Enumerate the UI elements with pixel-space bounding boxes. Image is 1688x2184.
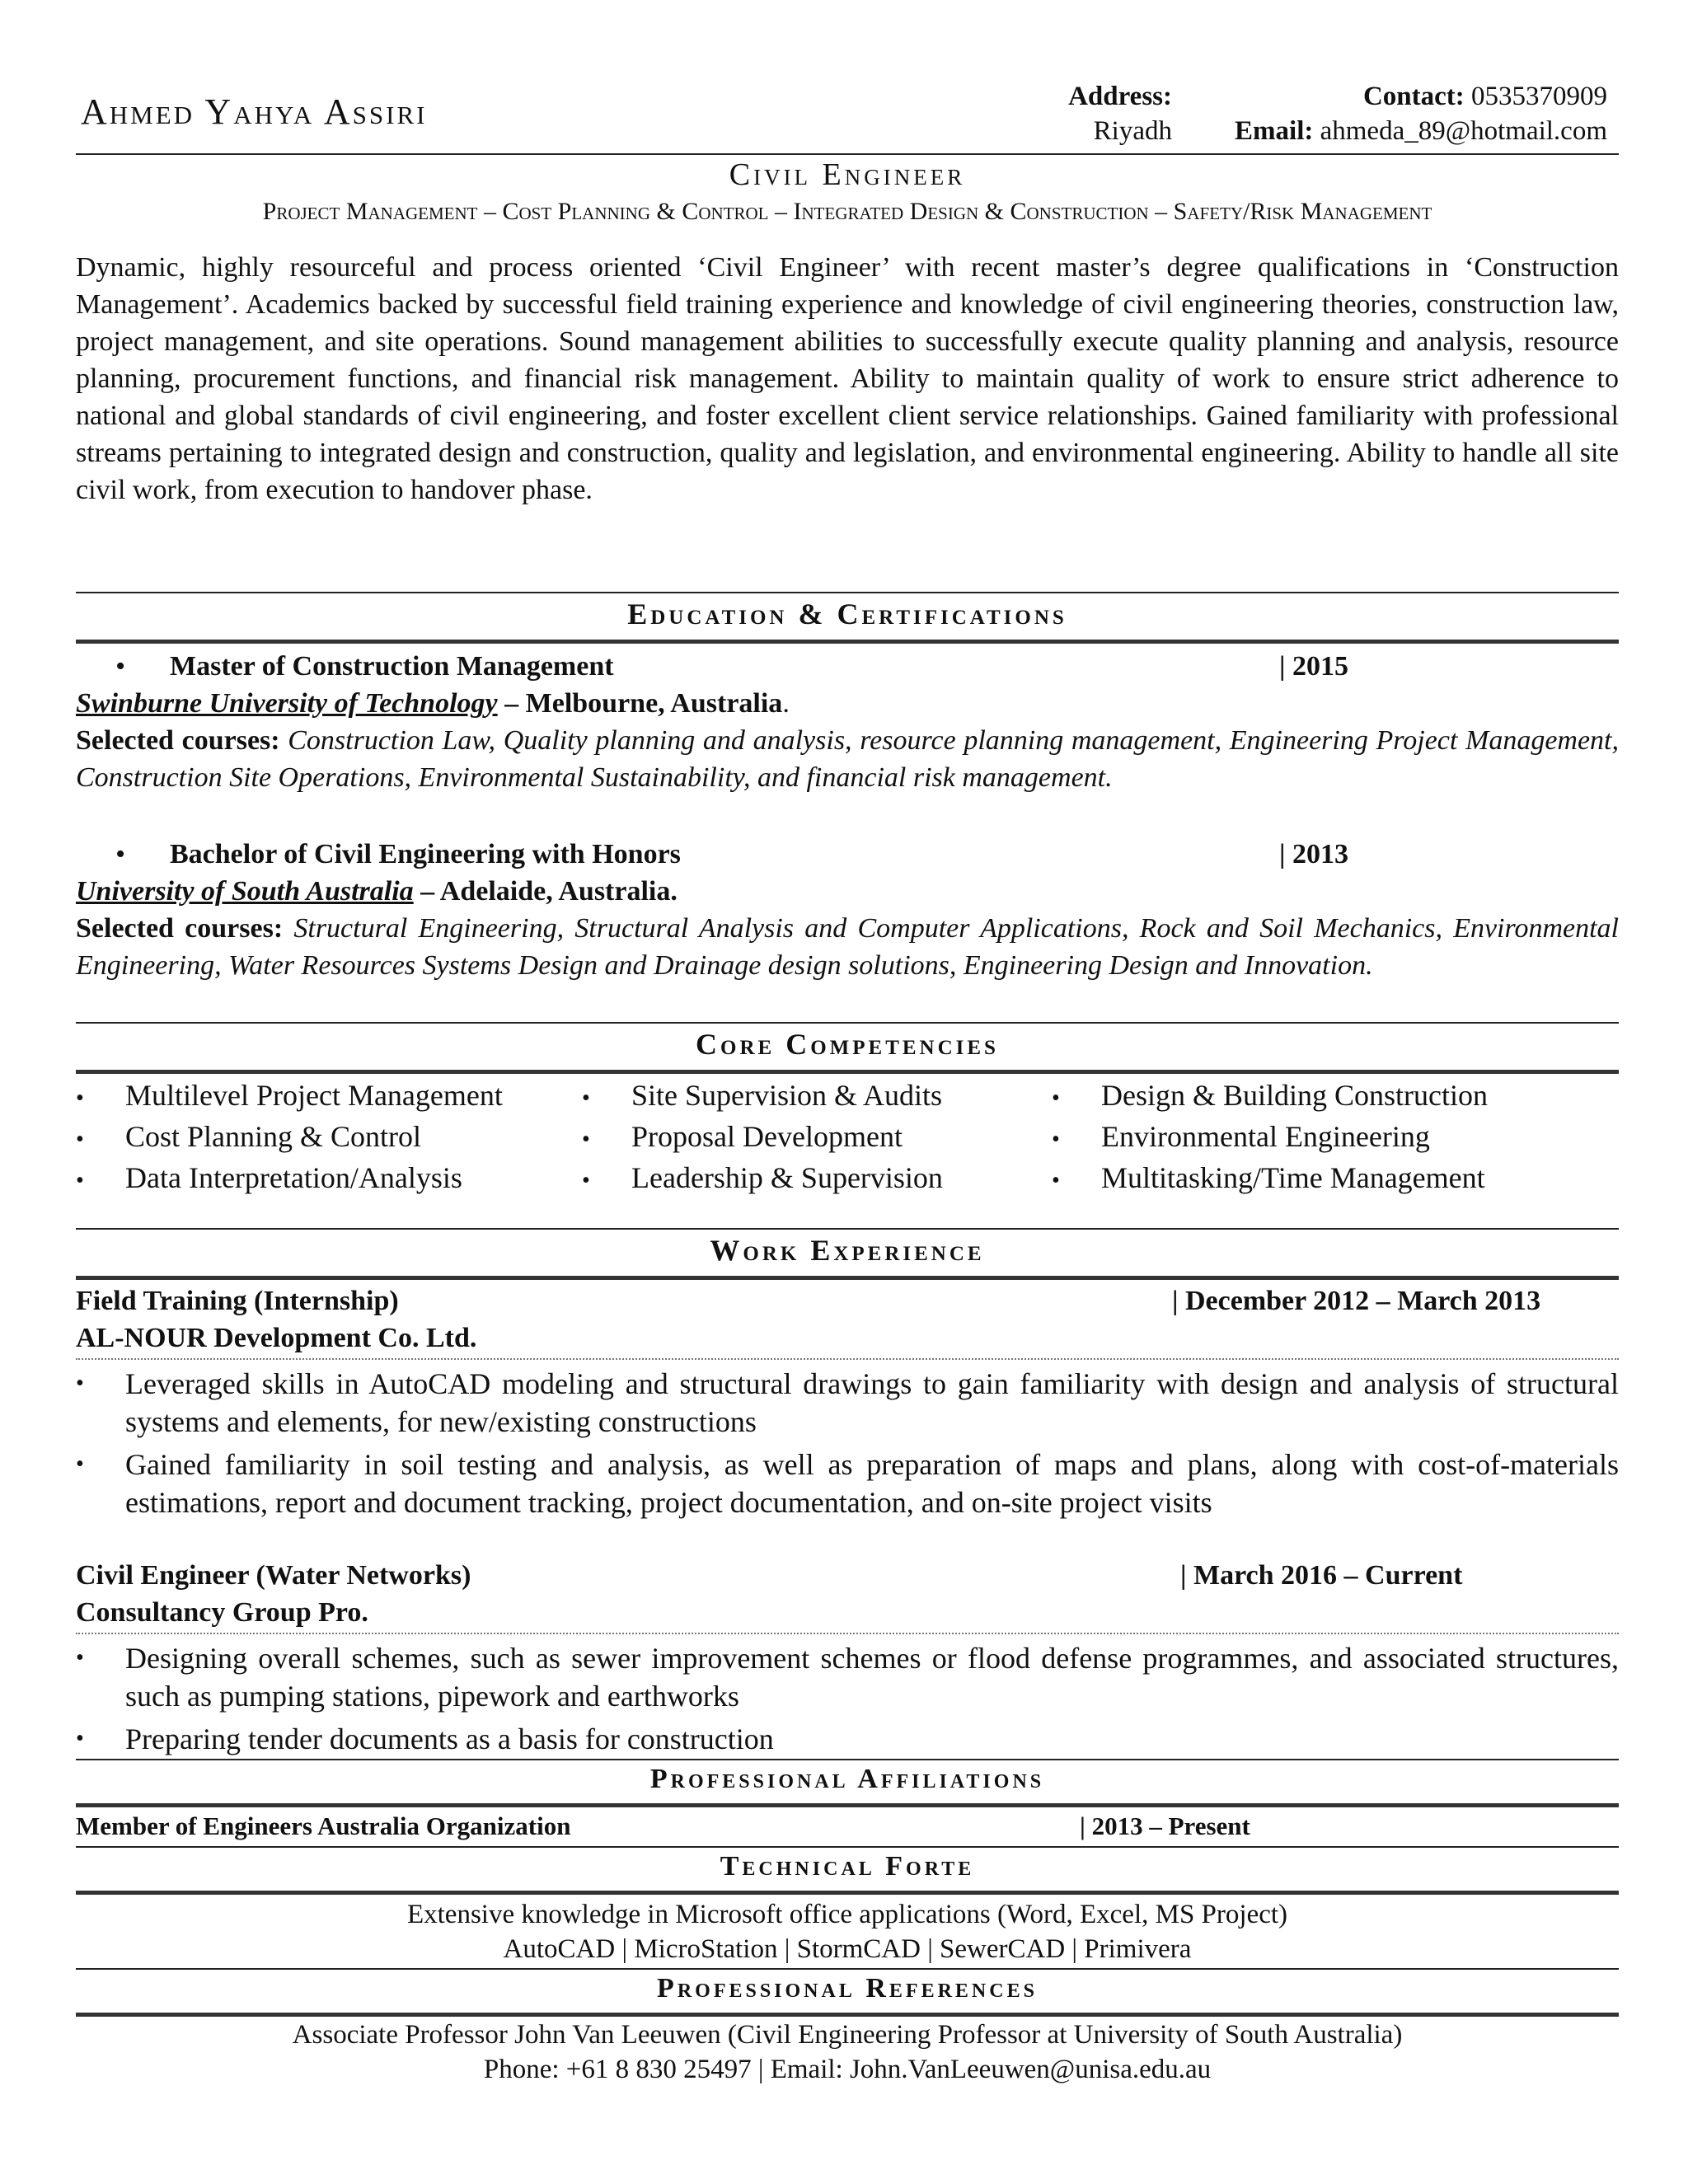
- contact-email: ahmeda_89@hotmail.com: [1320, 116, 1607, 146]
- bullet-text: Leveraged skills in AutoCAD modeling and structural drawings to gain familiarity with design and analysis of structural systems and elements, for new/existing constructions: [125, 1367, 1619, 1438]
- candidate-name: Ahmed Yahya Assiri: [81, 91, 428, 132]
- degree-year: | 2013: [1279, 839, 1348, 869]
- job-dates: | December 2012 – March 2013: [1172, 1286, 1541, 1316]
- university-name: Swinburne University of Technology: [76, 688, 498, 719]
- degree-title: Bachelor of Civil Engineering with Honors: [170, 839, 681, 869]
- competency-text: Design & Building Construction: [1101, 1079, 1489, 1112]
- competency-text: Multitasking/Time Management: [1101, 1161, 1485, 1194]
- technical-line-2: AutoCAD | MicroStation | StormCAD | SewerCAD | Primivera: [503, 1934, 1192, 1964]
- bullet: •: [76, 1645, 84, 1671]
- university-name: University of South Australia: [76, 876, 414, 907]
- resume-header: [76, 73, 1619, 155]
- bullet: •: [76, 1371, 84, 1396]
- job-title-text: Civil Engineer (Water Networks): [76, 1560, 471, 1591]
- job-title-row-1: [76, 1282, 1619, 1319]
- competency-text: Data Interpretation/Analysis: [125, 1161, 462, 1194]
- competency-item: [582, 1159, 943, 1200]
- address-value: Riyadh: [1093, 116, 1172, 146]
- bullet: •: [582, 1127, 590, 1152]
- affiliation-row: [76, 1810, 1619, 1843]
- competencies-heading-rule: [76, 1070, 1619, 1074]
- bullet: •: [1052, 1085, 1060, 1111]
- references-heading-rule: [76, 2013, 1619, 2017]
- competency-item: [76, 1076, 503, 1118]
- bullet: •: [115, 839, 125, 869]
- address-label: Address:: [1068, 82, 1172, 111]
- competencies-column-1: [76, 1076, 503, 1200]
- job-bullet: [76, 1365, 1619, 1441]
- job-dates: | March 2016 – Current: [1180, 1560, 1463, 1591]
- reference-line-2: Phone: +61 8 830 25497 | Email: John.VanLeeuwen@unisa.edu.au: [483, 2055, 1212, 2084]
- competency-text: Multilevel Project Management: [125, 1079, 503, 1112]
- job-divider: [76, 1358, 1619, 1360]
- profile-summary: Dynamic, highly resourceful and process oriented ‘Civil Engineer’ with recent master’s degree qualifications in ‘Construction Management’. Academics backed by successful field training experience and knowledge of civil engineering theories, construction law, project management, and site operations. Sound management abilities to successfully execute quality planning and analysis, resource planning, procurement functions, and financial risk management. Ability to maintain quality of work to ensure strict adherence to national and global standards of civil engineering, and foster excellent client service relationships. Gained familiarity with professional streams pertaining to integrated design and construction, quality and legislation, and environmental engineering. Ability to handle all site civil work, from execution to handover phase.: [76, 252, 1619, 505]
- education-degree-2: [76, 836, 1619, 873]
- competency-item: [76, 1118, 503, 1159]
- education-degree-1: [76, 648, 1619, 685]
- affiliation-dates: | 2013 – Present: [1080, 1811, 1250, 1840]
- job-bullet: [76, 1639, 1619, 1715]
- education-top-rule: [76, 592, 1619, 593]
- references-heading: Professional References: [657, 1973, 1038, 2004]
- experience-heading: Work Experience: [710, 1234, 985, 1267]
- education-courses-1: [76, 722, 1619, 796]
- job-subtitle: Project Management – Cost Planning & Control – Integrated Design & Construction – Safety/Risk Management: [262, 198, 1432, 225]
- technical-line-1: Extensive knowledge in Microsoft office applications (Word, Excel, MS Project): [406, 1900, 1288, 1929]
- competency-item: [76, 1159, 503, 1200]
- references-top-rule: [76, 1968, 1619, 1970]
- contact-block: [1030, 79, 1607, 148]
- bullet: •: [1052, 1127, 1060, 1152]
- experience-heading-rule: [76, 1276, 1619, 1280]
- bullet: •: [76, 1451, 84, 1477]
- job-bullet: [76, 1446, 1619, 1521]
- degree-year: | 2015: [1279, 651, 1348, 682]
- courses-list: Construction Law, Quality planning and analysis, resource planning management, Engineering Project Management, Construction Site Operations, Environmental Sustainability, and financial risk management.: [76, 725, 1620, 793]
- competency-text: Proposal Development: [631, 1120, 903, 1153]
- courses-list: Structural Engineering, Structural Analysis and Computer Applications, Rock and Soil Mechanics, Environmental Engineering, Water Resources Systems Design and Drainage design solutions, Engineering Design and Innovation.: [76, 913, 1620, 981]
- bullet: •: [582, 1168, 590, 1193]
- experience-top-rule: [76, 1228, 1619, 1230]
- reference-line-1: Associate Professor John Van Leeuwen (Civil Engineering Professor at University of South Australia): [292, 2020, 1403, 2050]
- university-location: – Melbourne, Australia: [497, 688, 783, 719]
- job-bullet: [76, 1720, 1619, 1758]
- bullet: •: [76, 1168, 84, 1193]
- technical-heading-rule: [76, 1891, 1619, 1895]
- bullet-text: Gained familiarity in soil testing and analysis, as well as preparation of maps and plans, along with cost-of-materials estimations, report and document tracking, project documentation, and on-site project visits: [125, 1448, 1619, 1519]
- job-divider: [76, 1633, 1619, 1634]
- competencies-column-3: [1052, 1076, 1488, 1200]
- bullet: •: [1052, 1168, 1060, 1193]
- job-bullets-2: [76, 1639, 1619, 1763]
- competency-text: Leadership & Supervision: [631, 1161, 943, 1194]
- job-bullets-1: [76, 1365, 1619, 1526]
- contact-label: Contact:: [1362, 82, 1465, 111]
- affiliations-heading-rule: [76, 1803, 1619, 1807]
- job-title-text: Field Training (Internship): [76, 1286, 399, 1316]
- contact-phone: 0535370909: [1471, 82, 1607, 111]
- technical-heading: Technical Forte: [720, 1851, 975, 1882]
- education-heading-rule: [76, 640, 1619, 644]
- education-courses-2: [76, 910, 1619, 984]
- competency-item: [582, 1118, 943, 1159]
- degree-title: Master of Construction Management: [170, 651, 614, 682]
- email-label: Email:: [1235, 116, 1314, 146]
- competency-text: Site Supervision & Audits: [631, 1079, 943, 1112]
- university-location: – Adelaide, Australia.: [413, 876, 678, 907]
- bullet: •: [76, 1127, 84, 1152]
- bullet: •: [582, 1085, 590, 1111]
- job-title-row-2: [76, 1557, 1619, 1594]
- competency-item: [1052, 1076, 1488, 1118]
- job-company-1: AL-NOUR Development Co. Ltd.: [76, 1323, 477, 1353]
- competency-item: [1052, 1118, 1488, 1159]
- bullet-text: Designing overall schemes, such as sewer improvement schemes or flood defense programmes, and associated structures, such as pumping stations, pipework and earthworks: [125, 1642, 1619, 1713]
- affiliations-heading: Professional Affiliations: [649, 1764, 1045, 1794]
- competencies-top-rule: [76, 1022, 1619, 1024]
- competency-text: Cost Planning & Control: [125, 1120, 422, 1153]
- header-divider: [76, 153, 1619, 155]
- competency-text: Environmental Engineering: [1101, 1120, 1430, 1153]
- job-company-2: Consultancy Group Pro.: [76, 1597, 368, 1628]
- job-title: Civil Engineer: [729, 157, 966, 192]
- competencies-heading: Core Competencies: [696, 1028, 999, 1061]
- education-school-2: [76, 873, 1619, 910]
- competency-item: [1052, 1159, 1488, 1200]
- technical-top-rule: [76, 1846, 1619, 1848]
- bullet-text: Preparing tender documents as a basis for construction: [125, 1722, 774, 1755]
- education-heading: Education & Certifications: [627, 598, 1067, 630]
- competencies-column-2: [582, 1076, 943, 1200]
- location-period: .: [782, 688, 790, 719]
- competency-item: [582, 1076, 943, 1118]
- courses-label: Selected courses:: [76, 913, 284, 944]
- affiliations-top-rule: [76, 1759, 1619, 1760]
- courses-label: Selected courses:: [76, 725, 280, 756]
- bullet: •: [76, 1085, 84, 1111]
- bullet: •: [115, 651, 125, 682]
- affiliation-name: Member of Engineers Australia Organization: [76, 1811, 571, 1840]
- education-school-1: [76, 685, 1619, 722]
- bullet: •: [76, 1726, 84, 1751]
